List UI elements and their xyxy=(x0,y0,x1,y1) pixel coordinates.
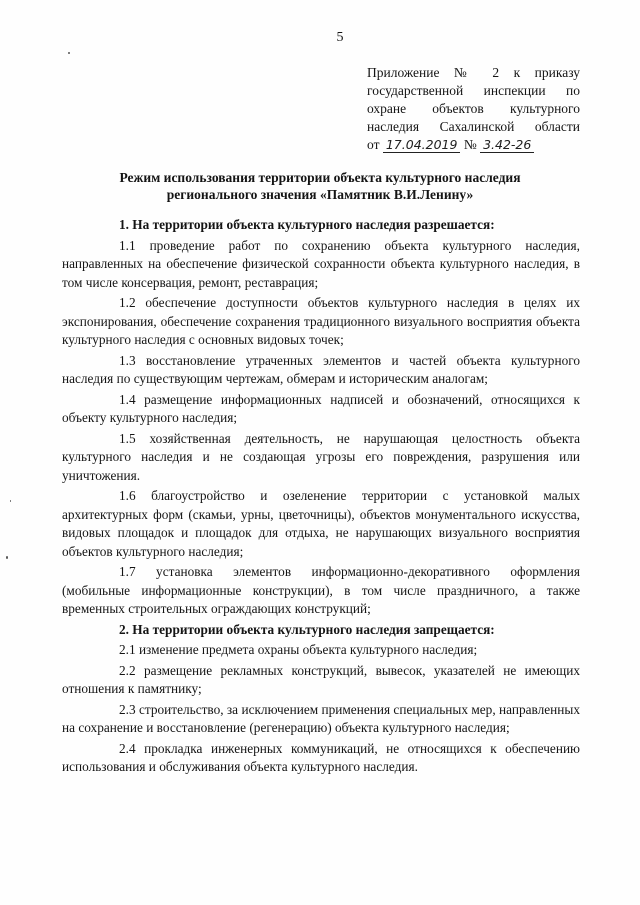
list-item: 2.2 размещение рекламных конструкций, вывесок, указателей не имеющих отношения к памятнику; xyxy=(62,662,580,696)
appendix-date-line xyxy=(367,136,580,154)
list-item: 2.3 строительство, за исключением применения специальных мер, направленных на сохранение и восстановление (регенерацию) объекта культурного наследия; xyxy=(62,701,580,735)
scan-speck xyxy=(10,500,11,502)
title-line: регионального значения «Памятник В.И.Ленину» xyxy=(166,187,474,202)
list-item: 1.4 размещение информационных надписей и обозначений, относящихся к объекту культурного наследия; xyxy=(62,391,580,425)
date-prefix: от xyxy=(367,137,380,152)
appendix-line: Приложение № 2 к приказу xyxy=(367,65,580,80)
document-title xyxy=(60,169,580,203)
list-item: 2.1 изменение предмета охраны объекта культурного наследия; xyxy=(119,642,478,657)
scan-speck xyxy=(68,52,70,54)
appendix-block xyxy=(367,64,580,154)
title-line: Режим использования территории объекта культурного наследия xyxy=(119,170,521,185)
section-heading: 2. На территории объекта культурного наследия запрещается: xyxy=(119,621,495,637)
handwritten-date: 17.04.2019 xyxy=(383,138,461,153)
document-body xyxy=(62,216,580,777)
list-item: 2.4 прокладка инженерных коммуникаций, не относящихся к обеспечению использования и обслуживания объекта культурного наследия. xyxy=(62,740,580,774)
list-item: 1.7 установка элементов информационно-декоративного оформления (мобильные информационные конструкции), в том числе праздничного, а также временных строительных ограждающих конструкций; xyxy=(62,564,580,616)
list-item: 1.3 восстановление утраченных элементов и частей объекта культурного наследия по существующим чертежам, обмерам и историческим аналогам; xyxy=(62,352,580,386)
scan-speck xyxy=(6,556,8,559)
appendix-line: наследия Сахалинской области xyxy=(367,119,580,134)
list-item: 1.6 благоустройство и озеленение территории с установкой малых архитектурных форм (скамьи, урны, цветочницы), объектов монументального искусства, видовых площадок и площадок для отдыха, не нарушающих визуального восприятия объектов культурного наследия; xyxy=(62,488,580,559)
list-item: 1.1 проведение работ по сохранению объекта культурного наследия, направленных на обеспечение физической сохранности объекта культурного наследия, в том числе консервация, ремонт, реставрация; xyxy=(62,237,580,290)
section-heading: 1. На территории объекта культурного наследия разрешается: xyxy=(119,217,495,232)
handwritten-order-number: 3.42-26 xyxy=(480,138,534,153)
page-number: 5 xyxy=(336,30,344,45)
appendix-line: государственной инспекции по xyxy=(367,83,580,98)
list-item: 1.2 обеспечение доступности объектов культурного наследия в целях их экспонирования, обеспечение сохранения традиционного визуального восприятия объекта культурного наследия с основных видовых точек; xyxy=(62,295,580,347)
list-item: 1.5 хозяйственная деятельность, не нарушающая целостность объекта культурного наследия и не создающая угрозы его повреждения, разрушения или уничтожения. xyxy=(62,430,580,483)
appendix-line: охране объектов культурного xyxy=(367,101,580,116)
number-sign: № xyxy=(463,137,477,152)
